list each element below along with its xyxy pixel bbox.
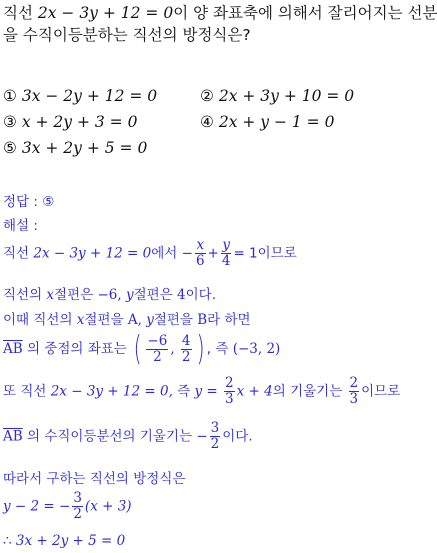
segment-ab: $\overline{AB}$ xyxy=(3,341,23,357)
option-expression: 2x + 3y + 10 = 0 xyxy=(218,87,355,105)
left-paren-icon: ( xyxy=(133,329,142,369)
option-expression: 2x + y − 1 = 0 xyxy=(218,113,335,131)
fraction-3-over-2 xyxy=(210,421,221,452)
solution-line-5 xyxy=(3,376,400,407)
option-3[interactable] xyxy=(3,113,137,131)
solution-equation: (x + 3) xyxy=(84,498,132,515)
fraction-4-over-2 xyxy=(181,334,192,365)
fraction-denominator: 2 xyxy=(73,506,82,522)
option-2[interactable] xyxy=(200,87,354,105)
solution-line-2 xyxy=(3,283,216,303)
solution-text: 절편은 xyxy=(54,287,98,303)
solution-line-4 xyxy=(3,329,281,369)
solution-text: 이다. xyxy=(185,287,216,303)
solution-text: 의 수직이등분선의 기울기는 xyxy=(22,428,197,445)
solution-text: 절편을 xyxy=(153,312,198,328)
option-expression: 3x + 2y + 5 = 0 xyxy=(21,139,148,157)
explanation-label: 해설 : xyxy=(3,218,38,234)
option-5[interactable] xyxy=(3,139,147,157)
fraction-numerator: 4 xyxy=(181,332,191,349)
segment-ab: $\overline{AB}$ xyxy=(3,428,23,445)
x-intercept-value: −6, xyxy=(97,287,122,303)
variable-x: x xyxy=(76,312,85,328)
option-1[interactable] xyxy=(3,87,157,105)
question-text xyxy=(3,2,437,46)
solution-line-6 xyxy=(3,421,253,452)
question-line2: 을 수직이등분하는 직선의 방정식은? xyxy=(3,26,251,44)
solution-text: , 즉 xyxy=(206,341,233,357)
option-expression: 3x − 2y + 12 = 0 xyxy=(21,87,158,105)
solution-text: 절편을 xyxy=(84,312,128,328)
fraction-denominator: 2 xyxy=(153,348,162,365)
fraction-y-over-4 xyxy=(221,238,232,269)
solution-text: 직선의 xyxy=(3,287,47,303)
question-line1-prefix: 직선 xyxy=(3,4,38,22)
point-a-label: A, xyxy=(127,312,142,328)
fraction-numerator: 3 xyxy=(210,420,220,436)
fraction-denominator: 4 xyxy=(221,253,231,269)
solution-text: 의 중점의 좌표는 xyxy=(22,341,127,357)
option-number: ② xyxy=(200,87,214,105)
solution-equation: y − 2 = − xyxy=(3,498,71,515)
option-4[interactable] xyxy=(200,113,334,131)
fraction-numerator: 2 xyxy=(225,375,234,391)
therefore-icon: ∴ xyxy=(3,533,16,549)
final-equation: 3x + 2y + 5 = 0 xyxy=(15,533,126,549)
fraction-denominator: 2 xyxy=(210,436,220,452)
solution-text: 이므로 xyxy=(361,383,401,400)
option-expression: x + 2y + 3 = 0 xyxy=(21,113,138,131)
solution-line-8 xyxy=(3,491,132,522)
fraction-numerator: 3 xyxy=(73,490,82,506)
solution-line-7: 따라서 구하는 직선의 방정식은 xyxy=(3,471,186,487)
fraction-denominator: 3 xyxy=(349,391,359,407)
right-paren-icon: ) xyxy=(196,329,205,369)
solution-text: 이다. xyxy=(222,428,253,445)
solution-equation: 2x − 3y + 12 = 0, xyxy=(50,383,173,400)
fraction-denominator: 2 xyxy=(181,348,191,365)
solution-equation: x + 4 xyxy=(236,383,273,400)
fraction-numerator: −6 xyxy=(147,332,168,349)
minus-sign: − xyxy=(181,245,193,262)
midpoint-value: (−3, 2) xyxy=(232,341,281,357)
fraction-minus6-over-2 xyxy=(146,334,168,365)
solution-equation: 2x − 3y + 12 = 0 xyxy=(33,245,152,262)
option-number: ⑤ xyxy=(3,139,17,157)
solution-text: 이때 직선의 xyxy=(3,312,77,328)
solution-text: 즉 xyxy=(172,383,195,400)
fraction-2-over-3 xyxy=(224,376,235,407)
solution-text: 라 하면 xyxy=(207,312,251,328)
question-equation: 2x − 3y + 12 = 0 xyxy=(37,4,174,22)
point-b-label: B xyxy=(197,312,208,328)
answer-line xyxy=(3,190,54,210)
y-intercept-value: 4 xyxy=(177,287,186,303)
answer-label: 정답 : xyxy=(3,194,38,210)
solution-text: 절편은 xyxy=(133,287,178,303)
solution-text: 직선 xyxy=(3,245,34,262)
fraction-numerator: y xyxy=(222,237,230,253)
fraction-3-over-2 xyxy=(72,491,83,522)
solution-text: 의 기울기는 xyxy=(272,383,343,400)
solution-line-3 xyxy=(3,308,251,328)
fraction-denominator: 3 xyxy=(225,391,234,407)
comma: , xyxy=(170,341,175,357)
fraction-numerator: 2 xyxy=(349,375,359,391)
solution-equation: y = xyxy=(194,383,218,400)
option-number: ④ xyxy=(200,113,214,131)
solution-line-9 xyxy=(3,533,125,549)
fraction-x-over-6 xyxy=(195,238,206,269)
variable-y: y xyxy=(125,287,134,303)
plus-sign: + xyxy=(207,245,219,262)
variable-y: y xyxy=(146,312,154,328)
solution-line-1 xyxy=(3,238,297,269)
option-number: ① xyxy=(3,87,17,105)
variable-x: x xyxy=(46,287,55,303)
solution-text: = 1이므로 xyxy=(233,245,297,262)
fraction-denominator: 6 xyxy=(195,253,205,269)
option-number: ③ xyxy=(3,113,17,131)
solution-text: 에서 xyxy=(151,245,178,262)
fraction-2-over-3 xyxy=(349,376,360,407)
answer-value: ⑤ xyxy=(42,194,55,210)
fraction-numerator: x xyxy=(196,237,205,253)
minus-sign: − xyxy=(196,428,208,445)
solution-text: 또 직선 xyxy=(3,383,51,400)
question-line1-suffix: 이 양 좌표축에 의해서 잘리어지는 선분 xyxy=(173,4,437,22)
